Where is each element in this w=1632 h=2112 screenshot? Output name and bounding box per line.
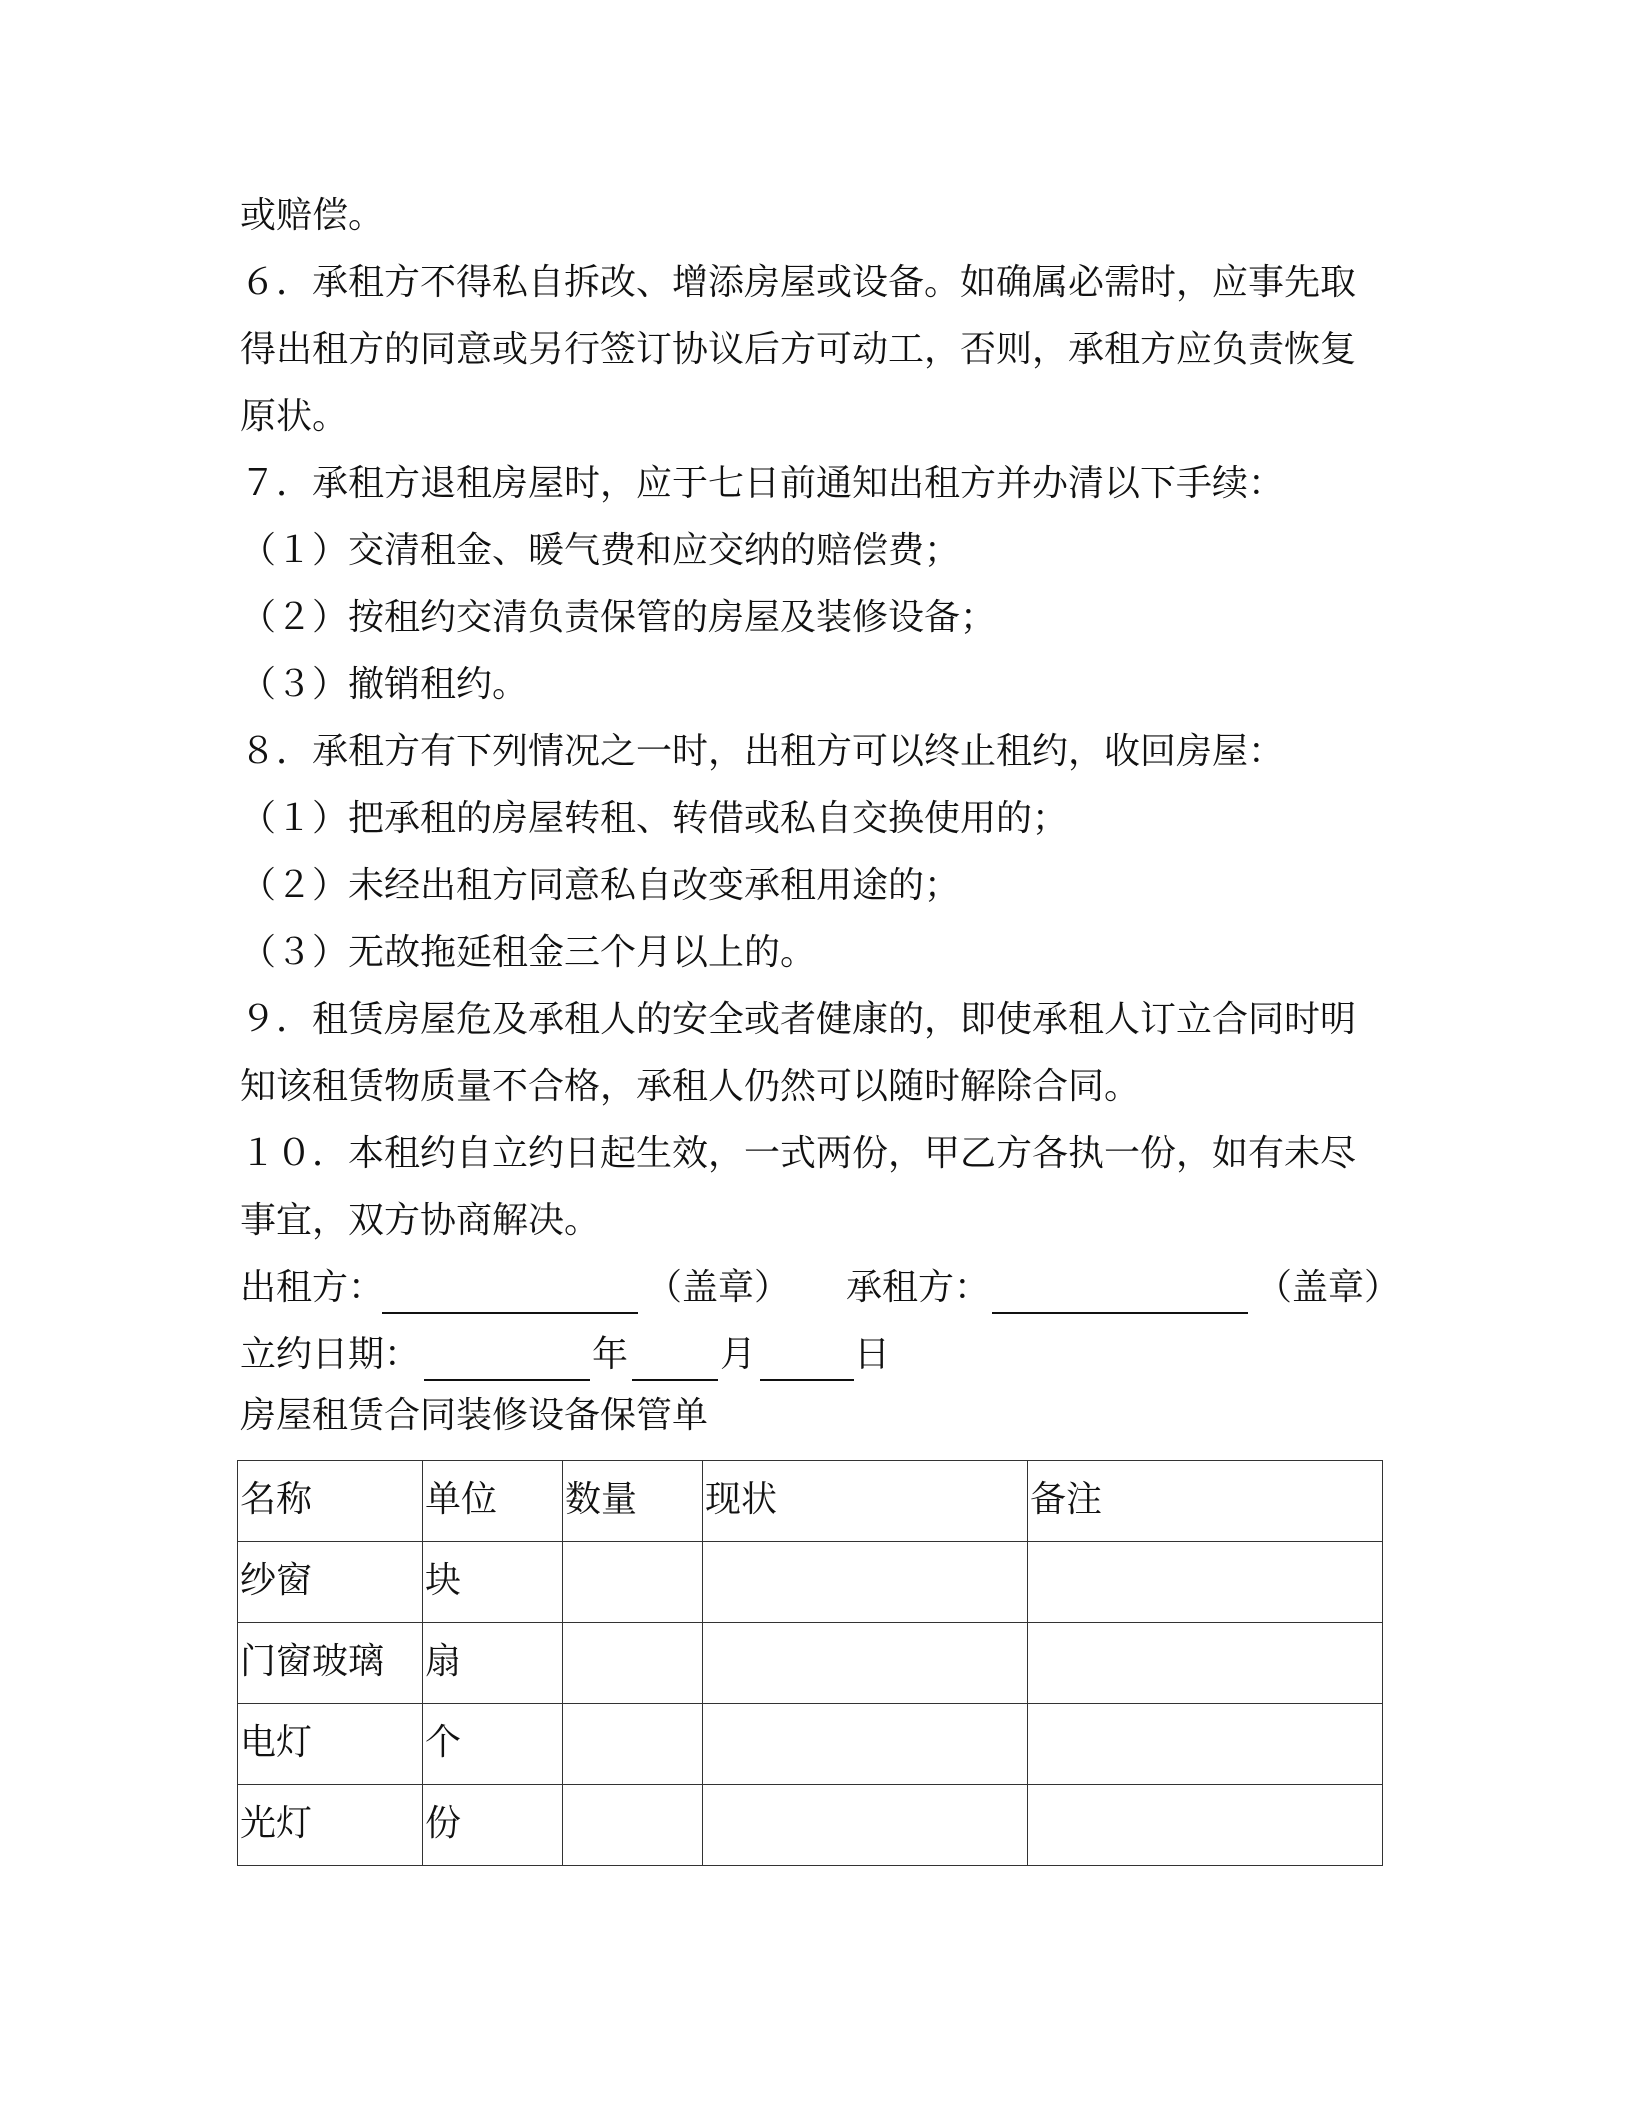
table-cell <box>1028 1542 1383 1623</box>
date-label: 立约日期： <box>240 1334 421 1375</box>
day-label: 日 <box>854 1334 891 1375</box>
year-label: 年 <box>592 1334 629 1375</box>
paragraph-line: （２）按租约交清负责保管的房屋及装修设备； <box>240 597 997 638</box>
table-cell <box>1028 1704 1383 1785</box>
table-cell <box>563 1542 703 1623</box>
paragraph-line: （２）未经出租方同意私自改变承租用途的； <box>240 865 961 906</box>
paragraph-line: ９．租赁房屋危及承租人的安全或者健康的，即使承租人订立合同时明 <box>240 999 1357 1040</box>
lessee-signature-blank[interactable] <box>992 1312 1248 1314</box>
table-header-row <box>238 1461 1383 1542</box>
table-cell <box>563 1704 703 1785</box>
paragraph-line: （３）无故拖延租金三个月以上的。 <box>240 932 817 973</box>
table-cell: 纱窗 <box>238 1542 423 1623</box>
header-cell-remarks: 备注 <box>1028 1461 1383 1542</box>
table-cell <box>703 1704 1028 1785</box>
table-cell <box>703 1785 1028 1866</box>
paragraph-line: （３）撤销租约。 <box>240 664 529 705</box>
table-cell <box>563 1785 703 1866</box>
table-cell: 扇 <box>423 1623 563 1704</box>
lessor-seal-label: （盖章） <box>646 1267 791 1308</box>
lessor-signature-blank[interactable] <box>382 1312 638 1314</box>
date-row <box>240 1335 1140 1383</box>
header-cell-name: 名称 <box>238 1461 423 1542</box>
paragraph-line: ７．承租方退租房屋时，应于七日前通知出租方并办清以下手续： <box>240 463 1285 504</box>
table-row <box>238 1785 1383 1866</box>
header-cell-unit: 单位 <box>423 1461 563 1542</box>
year-blank[interactable] <box>424 1379 590 1381</box>
paragraph-line: ６．承租方不得私自拆改、增添房屋或设备。如确属必需时，应事先取 <box>240 262 1357 303</box>
table-cell: 电灯 <box>238 1704 423 1785</box>
header-cell-condition: 现状 <box>703 1461 1028 1542</box>
lessee-seal-label: （盖章） <box>1256 1267 1401 1308</box>
table-cell <box>1028 1785 1383 1866</box>
equipment-table <box>237 1460 1383 1866</box>
lessee-label: 承租方： <box>846 1267 991 1308</box>
header-cell-quantity: 数量 <box>563 1461 703 1542</box>
table-row <box>238 1704 1383 1785</box>
paragraph-line: 事宜，双方协商解决。 <box>240 1200 601 1241</box>
paragraph-line: １０．本租约自立约日起生效，一式两份，甲乙方各执一份，如有未尽 <box>240 1133 1357 1174</box>
month-label: 月 <box>720 1334 757 1375</box>
signature-row <box>240 1268 1400 1316</box>
lessor-label: 出租方： <box>240 1267 385 1308</box>
table-cell: 个 <box>423 1704 563 1785</box>
table-cell <box>563 1623 703 1704</box>
table-cell <box>703 1542 1028 1623</box>
paragraph-line: 知该租赁物质量不合格，承租人仍然可以随时解除合同。 <box>240 1066 1141 1107</box>
table-cell: 块 <box>423 1542 563 1623</box>
table-row <box>238 1623 1383 1704</box>
day-blank[interactable] <box>760 1379 854 1381</box>
month-blank[interactable] <box>632 1379 718 1381</box>
table-cell <box>1028 1623 1383 1704</box>
paragraph-line: （１）把承租的房屋转租、转借或私自交换使用的； <box>240 798 1069 839</box>
paragraph-line: ８．承租方有下列情况之一时，出租方可以终止租约，收回房屋： <box>240 731 1285 772</box>
paragraph-line: 原状。 <box>240 396 349 437</box>
paragraph-line: 得出租方的同意或另行签订协议后方可动工，否则，承租方应负责恢复 <box>240 329 1357 370</box>
paragraph-line: （１）交清租金、暖气费和应交纳的赔偿费； <box>240 530 961 571</box>
table-row <box>238 1542 1383 1623</box>
paragraph-line: 或赔偿。 <box>240 195 385 236</box>
table-cell <box>703 1623 1028 1704</box>
table-cell: 光灯 <box>238 1785 423 1866</box>
table-cell: 份 <box>423 1785 563 1866</box>
table-title: 房屋租赁合同装修设备保管单 <box>240 1395 709 1436</box>
table-cell: 门窗玻璃 <box>238 1623 423 1704</box>
